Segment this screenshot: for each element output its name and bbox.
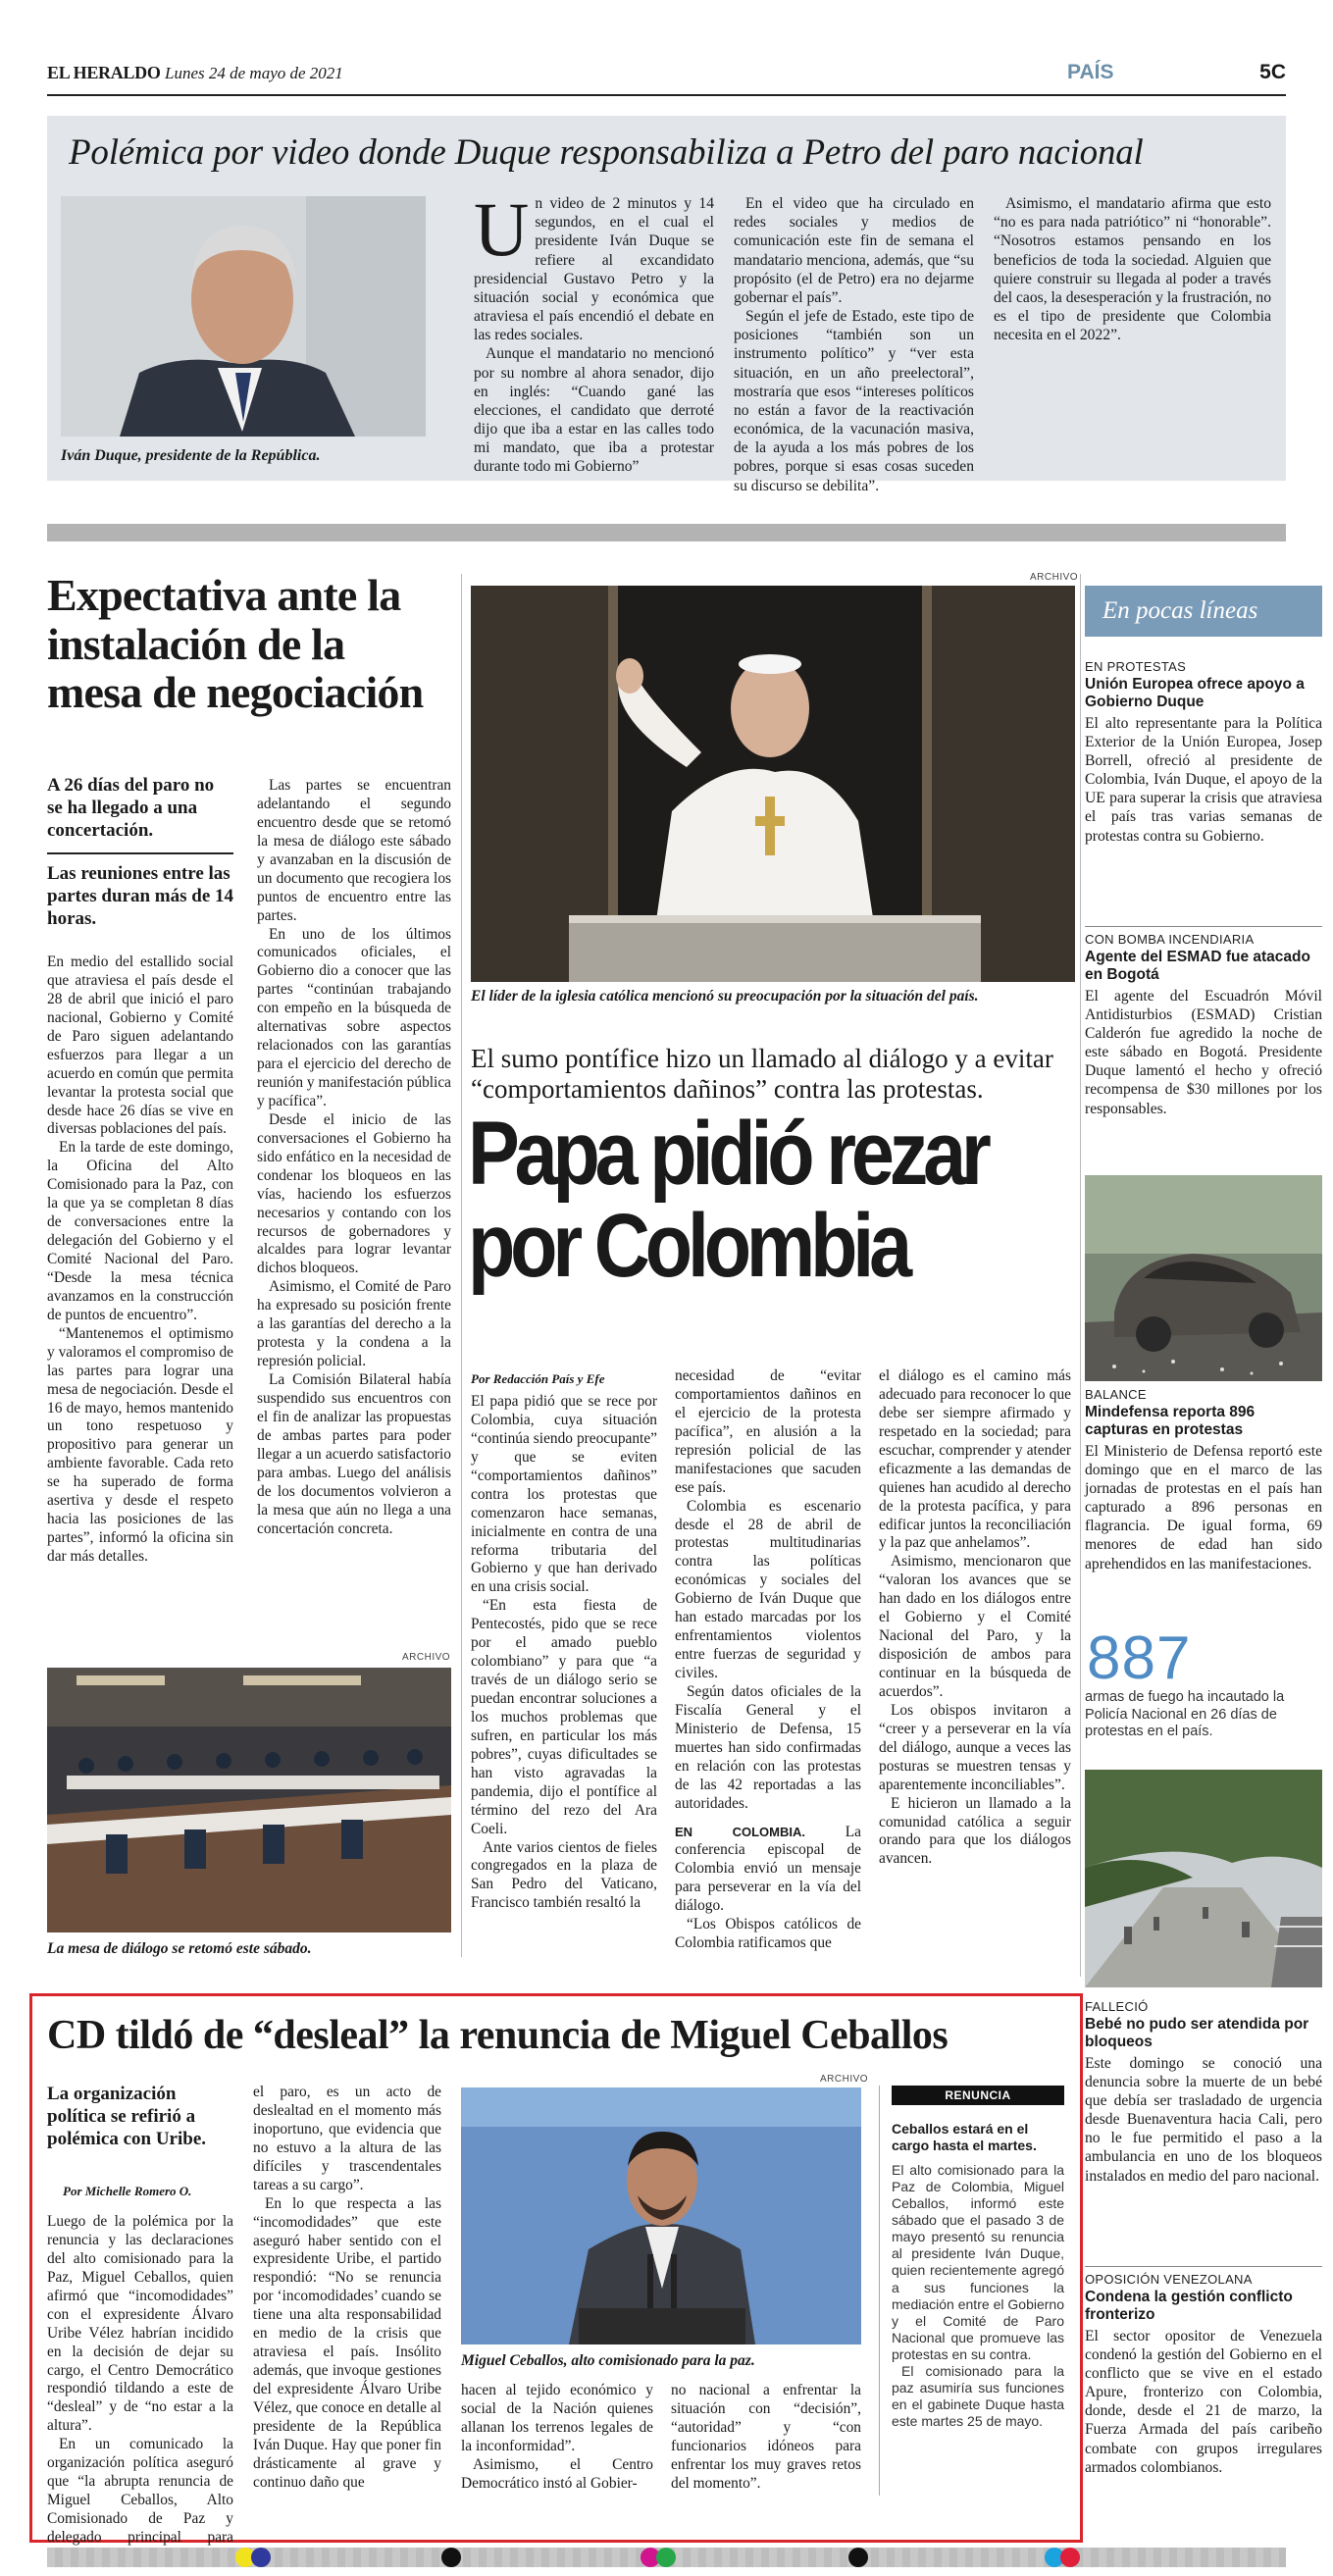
resignation-box xyxy=(879,2086,1065,2496)
box-label: RENUNCIA xyxy=(892,2086,1064,2105)
deck-rule xyxy=(47,852,233,854)
story1-col1-p2: Aunque el mandatario no mencionó por su nombre al ahora senador, dijo en inglés: “Cuando gané las elecciones, el candidato que derroté dijo que iba a estar en las calles todo mi mandato, que iba a protestar durante todo mi Gobierno” xyxy=(474,345,714,476)
section-label: PAÍS xyxy=(1067,61,1114,83)
sidebar-item-headline: Condena la gestión conflicto fronterizo xyxy=(1085,2289,1293,2324)
sidebar-title: En pocas líneas xyxy=(1102,597,1258,624)
story3-col2 xyxy=(675,1367,861,1953)
sidebar-item-category: FALLECIÓ xyxy=(1085,1999,1149,2014)
box-text-p2: El comisionado para la paz asumiría sus funciones en el gabinete Duque hasta este martes 25 de mayo. xyxy=(892,2362,1064,2430)
story2-col2-p3: Desde el inicio de las conversaciones el Gobierno ha sido enfático en la necesidad de condenar los bloqueos en las vías, haciendo los esfuerzos necesarios y contando con los recursos de gobernadores y alcaldes para lograr levantar dichos bloqueos. xyxy=(257,1110,451,1277)
sidebar-item-bebe xyxy=(1085,1995,1322,2186)
story3-col2-p4: La conferencia episcopal de Colombia envió un mensaje para perseverar en la vía del diálogo. xyxy=(675,1823,861,1915)
sidebar-item-text: El agente del Escuadrón Móvil Antidisturbios (ESMAD) Cristian Calderón fue agredido la noche de este sábado en Bogotá. Presidente Duque lamentó el hecho y ofreció recompensa de $30 millones por los responsables. xyxy=(1085,987,1322,1117)
sidebar-item-esmad xyxy=(1085,928,1322,1118)
sidebar-item-headline: Agente del ESMAD fue atacado en Bogotá xyxy=(1085,949,1310,984)
story4-bottom-col1 xyxy=(461,2382,653,2494)
story1-col1 xyxy=(474,186,714,477)
story4-bottom-p1: hacen al tejido económico y social de la Nación quienes allanan los terrenos legales de la inconformidad”. xyxy=(461,2382,653,2454)
story4-byline: Por Michelle Romero O. xyxy=(63,2184,192,2198)
story4-col2-p2: En lo que respecta a las “incomodidades” que este aseguró haber sentido con el expresidente Uribe, el partido respondió: “No se renuncia por ‘incomodidades’ cuando se tiene una alta responsabilidad en medio de la crisis que atraviesa el país. Insólito además, que invoque gestiones del expresidente Álvaro Uribe Vélez, que conoce en detalle al presidente de la República Iván Duque. Hay que poner fin drásticamente al grave y continuo daño que xyxy=(253,2194,441,2491)
sidebar-item-text: El alto representante para la Política Exterior de la Unión Europea, Josep Borrell, ofreció al presidente de Colombia, Iván Duque, el apoyo de la UE para superar la crisis que atraviesa el país tras varias semanas de protestas contra su Gobierno. xyxy=(1085,714,1322,845)
story1-col2-p2: Según el jefe de Estado, este tipo de posiciones “también son un instrumento político” y “ver esta situación, en un año preelectoral”, mostraría que esos “intereses políticos no están a favor de la reactivación económica, de la vacunación masiva, de la ayuda a los más pobres de los pobres, porque si esas cosas suceden su discurso se debilita”. xyxy=(734,308,974,494)
dialogue-table-photo xyxy=(47,1668,451,1932)
sidebar-item-headline: Mindefensa reporta 896 capturas en protestas xyxy=(1085,1404,1256,1439)
story4-photo-credit: ARCHIVO xyxy=(820,2074,869,2085)
story2-photo-credit: ARCHIVO xyxy=(402,1652,451,1663)
story2-col1-p2: En la tarde de este domingo, la Oficina del Alto Comisionado para la Paz, con la que ya se completan 8 días de conversaciones entre la delegación del Gobierno y el Comité Nacional del Paro. “Desde la mesa técnica avanzamos en la construcción de puntos de encuentro”. xyxy=(47,1139,233,1323)
story2-caption: La mesa de diálogo se retomó este sábado. xyxy=(47,1940,312,1957)
story3-col1-p3: Ante varios cientos de fieles congregados en la plaza de San Pedro del Vaticano, Francisco también resaltó la xyxy=(471,1838,657,1912)
issue-date: Lunes 24 de mayo de 2021 xyxy=(165,64,343,82)
registration-dot-black xyxy=(848,2548,868,2567)
sidebar-item-text: El sector opositor de Venezuela condenó la gestión del Gobierno en el conflicto que se vive en el estado Apure, fronterizo con Colombia, donde, desde el 21 de marzo, la Fuerza Armada del país caribeño combate con grupos irregulares armados colombianos. xyxy=(1085,2327,1322,2476)
sidebar-item-category: BALANCE xyxy=(1085,1387,1147,1402)
story1-col3 xyxy=(994,194,1271,344)
story3-col3-p1: el diálogo es el camino más adecuado para reconocer lo que debe ser siempre afirmado y respetado en la sociedad; para escuchar, comprender y atender eficazmente a las demandas de quienes han acudido al derecho de la protesta pacífica, y para edificar juntos la reconciliación y la paz que anhelamos”. xyxy=(879,1367,1071,1552)
story2-col2-p5: La Comisión Bilateral había suspendido sus encuentros con el fin de analizar las propuestas de ambas partes para poder llegar a un acuerdo satisfactorio para ambas. Luego del análisis de los documentos volvieron a la mesa que aún no llega a una concertación concreta. xyxy=(257,1371,451,1537)
box-text-p1: El alto comisionado para la Paz de Colombia, Miguel Ceballos, informó este sábado que el pasado 3 de mayo presentó su renuncia al presidente Iván Duque, quien recientemente agregó a sus funciones la mediación entre el Gobierno y el Comité de Paro Nacional que promueve las protestas en su contra. xyxy=(892,2162,1064,2362)
story4-caption: Miguel Ceballos, alto comisionado para la paz. xyxy=(461,2352,755,2369)
masthead xyxy=(47,61,1286,90)
story3-headline-line1: Papa pidió rezar xyxy=(468,1104,987,1204)
registration-dot-green xyxy=(656,2548,676,2567)
pope-photo xyxy=(471,586,1075,982)
registration-dot-black xyxy=(441,2548,461,2567)
story4-col1 xyxy=(47,2213,233,2566)
sidebar-item-category: OPOSICIÓN VENEZOLANA xyxy=(1085,2272,1253,2287)
sidebar-item-headline: Bebé no pudo ser atendida por bloqueos xyxy=(1085,2016,1309,2051)
ceballos-photo xyxy=(461,2087,861,2344)
story3-col2-lead: EN COLOMBIA. xyxy=(675,1824,805,1839)
story3-col3-p2: Asimismo, mencionaron que “valoran los avances que se han dado en los diálogos entre el Gobierno y el Comité Nacional del Paro, y la disposición de ambos para continuar en la búsqueda de acuerdos”. xyxy=(879,1553,1071,1700)
box-body xyxy=(892,2162,1064,2430)
sidebar-item-text: Este domingo se conoció una denuncia sobre la muerte de un bebé que debía ser trasladado de urgencia desde Buenaventura hacia Cali, pero no le fue permitido el paso a la ambulancia en uno de los bloqueos instalados en medio del paro nacional. xyxy=(1085,2054,1322,2185)
story1-col3-p1: Asimismo, el mandatario afirma que esto “no es para nada patriótico” ni “honorable”. “Nosotros estamos pensando en los beneficios de toda la sociedad. Alguien que quiere construir su llegada al poder a través del caos, la desesperación y la frustración, no es el tipo de presidente que Colombia necesita en el 2022”. xyxy=(994,195,1271,344)
story2-deck1: A 26 días del paro no se ha llegado a una concertación. xyxy=(47,775,215,841)
story1-col1-p1: n video de 2 minutos y 14 segundos, en el cual el presidente Iván Duque se refiere al excandidato presidencial Gustavo Petro y la situación social y económica que atraviesa el país encendió el debate en las redes sociales. xyxy=(474,195,714,344)
story4-deck: La organización política se refirió a polémica con Uribe. xyxy=(47,2084,207,2149)
story2-col2 xyxy=(257,777,451,1538)
story4-bottom-p2: Asimismo, el Centro Democrático instó al Gobier- xyxy=(461,2455,653,2492)
sidebar-item-category: CON BOMBA INCENDIARIA xyxy=(1085,932,1255,947)
column-rule-right xyxy=(1080,574,1081,1977)
sidebar-item-text: El Ministerio de Defensa reportó este domingo que en el marco de las jornadas de protestas en el país han capturado a 896 personas en flagrancia. De igual forma, 69 menores de edad han sido aprehendidos en las manifestaciones. xyxy=(1085,1442,1322,1572)
sidebar-divider xyxy=(1085,926,1322,927)
story3-col2-p3: Según datos oficiales de la Fiscalía General y el Ministerio de Defensa, 15 muertes han sido confirmadas en relación con las protestas de las 42 reportadas a las autoridades. xyxy=(675,1682,861,1812)
sidebar-divider xyxy=(1085,2266,1322,2267)
story3-photo-credit: ARCHIVO xyxy=(1030,572,1079,583)
story3-col1 xyxy=(471,1393,657,1913)
story3-caption: El líder de la iglesia católica mencionó su preocupación por la situación del país. xyxy=(471,988,979,1005)
story3-headline-line2: por Colombia xyxy=(468,1195,907,1296)
dropcap: U xyxy=(474,186,530,272)
duque-photo xyxy=(61,196,426,437)
story2-col1-p3: “Mantenemos el optimismo y valoramos el compromiso de las partes para lograr una mesa de negociación. Desde el 16 de mayo, hemos mantenido un tono respetuoso y propositivo para generar un ambiente favorable. Cada reto se ha superado de forma asertiva y desde el respeto hacia las posiciones de las partes”, informó la oficina sin dar más detalles. xyxy=(47,1324,233,1565)
stat-text: armas de fuego ha incautado la Policía Nacional en 26 días de protestas en el país. xyxy=(1085,1689,1285,1740)
page-number: 5C xyxy=(1259,61,1286,83)
story4-col1-p2: En un comunicado la organización política aseguró que “la abrupta renuncia de Miguel Ceballos, Alto Comisionado de Paz y delegado principal para xyxy=(47,2436,233,2546)
story4-headline: CD tildó de “desleal” la renuncia de Miguel Ceballos xyxy=(47,2013,948,2058)
registration-dot-blue xyxy=(251,2548,271,2567)
sidebar-item-eu xyxy=(1085,655,1322,846)
story2-headline: Expectativa ante la instalación de la mesa de negociación xyxy=(47,570,424,718)
story1-headline: Polémica por video donde Duque responsabiliza a Petro del paro nacional xyxy=(69,132,1144,173)
story3-col2-p5: “Los Obispos católicos de Colombia ratificamos que xyxy=(675,1916,861,1952)
sidebar-title-bar xyxy=(1085,586,1322,637)
story2-col2-p4: Asimismo, el Comité de Paro ha expresado su posición frente a las garantías del derecho a la protesta y la condena a la represión policial. xyxy=(257,1278,451,1370)
story1-col2-p1: En el video que ha circulado en redes sociales y medios de comunicación este fin de semana el mandatario menciona, además, que “su propósito (el de Petro) era no dejarme gobernar el país”. xyxy=(734,195,974,306)
story4-bottom-col2 xyxy=(671,2382,861,2494)
story3-col3-p3: Los obispos invitaron a “creer y a perseverar en la vía del diálogo, aunque a veces las posturas se muestren tensas y aparentemente inconciliables”. xyxy=(879,1701,1071,1793)
sidebar-item-category: EN PROTESTAS xyxy=(1085,659,1187,674)
story3-col1-p1: El papa pidió que se rece por Colombia, cuya situación “continúa siendo preocupante” y que se eviten “comportamientos dañinos” contra los protestas que comenzaron hace semanas, inicialmente en contra de una reforma tributaria del Gobierno y que han derivado en una crisis social. xyxy=(471,1393,657,1596)
story4-col2-p1: el paro, es un acto de deslealtad en el momento más inoportuno, que evidencia que no estuvo a la altura de las difíciles y trascendentales tareas a su cargo”. xyxy=(253,2084,441,2193)
story2-col1-p1: En medio del estallido social que atraviesa el país desde el 28 de abril que inició el paro nacional, Gobierno y Comité de Paro siguen adelantando esfuerzos para llegar a un acuerdo en común que permita levantar la protesta social que desde hace 26 días se vive en diversas poblaciones del país. xyxy=(47,953,233,1138)
story3-col3 xyxy=(879,1367,1071,1869)
story1-col2 xyxy=(734,194,974,495)
story3-deck: El sumo pontífice hizo un llamado al diálogo y a evitar “comportamientos dañinos” contra las protestas. xyxy=(471,1044,1053,1104)
story3-col2-p2: Colombia es escenario desde el 28 de abril de protestas multitudinarias contra las políticas económicas y sociales del Gobierno de Iván Duque que han estado marcadas por los enfrentamientos violentos entre fuerzas de seguridad y civiles. xyxy=(675,1497,861,1681)
story3-col1-p2: “En esta fiesta de Pentecostés, pido que se rece por el amado pueblo colombiano” y para que “a través de un diálogo serio se puedan encontrar soluciones a los muchos problemas que sufren, en particular los más pobres”, cuyas dificultades se han visto agravadas la pandemia, dijo el pontífice al término del rezo del Ara Coeli. xyxy=(471,1597,657,1837)
gray-divider-bar xyxy=(47,524,1286,541)
sidebar-item-headline: Unión Europea ofrece apoyo a Gobierno Duque xyxy=(1085,676,1305,711)
sidebar-item-capturas xyxy=(1085,1383,1322,1573)
sidebar-item-venezuela xyxy=(1085,2268,1322,2477)
stat-number: 887 xyxy=(1087,1624,1192,1692)
burned-car-photo xyxy=(1085,1175,1322,1381)
story3-col3-p4: E hicieron un llamado a la comunidad católica a seguir orando para que los diálogos avancen. xyxy=(879,1794,1071,1868)
story3-headline xyxy=(468,1104,991,1296)
blockade-road-photo xyxy=(1085,1770,1322,1987)
story3-byline: Por Redacción País y Efe xyxy=(471,1371,605,1386)
story2-col2-p1: Las partes se encuentran adelantando el segundo encuentro desde que se retomó la mesa de diálogo este sábado y avanzaban en la discusión de un documento que recogiera los puntos de encuentro entre las partes. xyxy=(257,777,451,924)
box-headline: Ceballos estará en el cargo hasta el martes. xyxy=(892,2121,1037,2153)
column-rule-left xyxy=(461,574,462,1957)
story3-col2-p1: necesidad de “evitar comportamientos dañinos en el ejercicio de la protesta pacífica”, en alusión a la represión policial de las manifestaciones que sacuden ese país. xyxy=(675,1367,861,1496)
duque-caption: Iván Duque, presidente de la República. xyxy=(61,447,321,464)
story4-bottom-p3: no nacional a enfrentar la situación con “decisión”, “autoridad” y “con funcionarios idóneos para enfrentar los muy graves retos del momento”. xyxy=(671,2382,861,2492)
registration-dot-red xyxy=(1060,2548,1080,2567)
brand: EL HERALDO xyxy=(47,63,161,82)
story2-deck2: Las reuniones entre las partes duran más de 14 horas. xyxy=(47,863,234,929)
story4-col2 xyxy=(253,2084,441,2493)
header-rule xyxy=(47,94,1286,96)
story2-col2-p2: En uno de los últimos comunicados oficiales, el Gobierno dio a conocer que las partes “continúan trabajando con empeño en la búsqueda de alternativas sobre aspectos relacionados con las garantías para el ejercicio del derecho de reunión y manifestación pública y pacífica”. xyxy=(257,925,451,1109)
story4-col1-p1: Luego de la polémica por la renuncia y las declaraciones del alto comisionado para la Paz, Miguel Ceballos, quien afirmó que “incomodidades” con el expresidente Álvaro Uribe Vélez habrían incidido en la decisión de dejar su cargo, el Centro Democrático respondió tildando a este de “desleal” y de “no estar a la altura”. xyxy=(47,2213,233,2435)
story2-col1 xyxy=(47,953,233,1567)
